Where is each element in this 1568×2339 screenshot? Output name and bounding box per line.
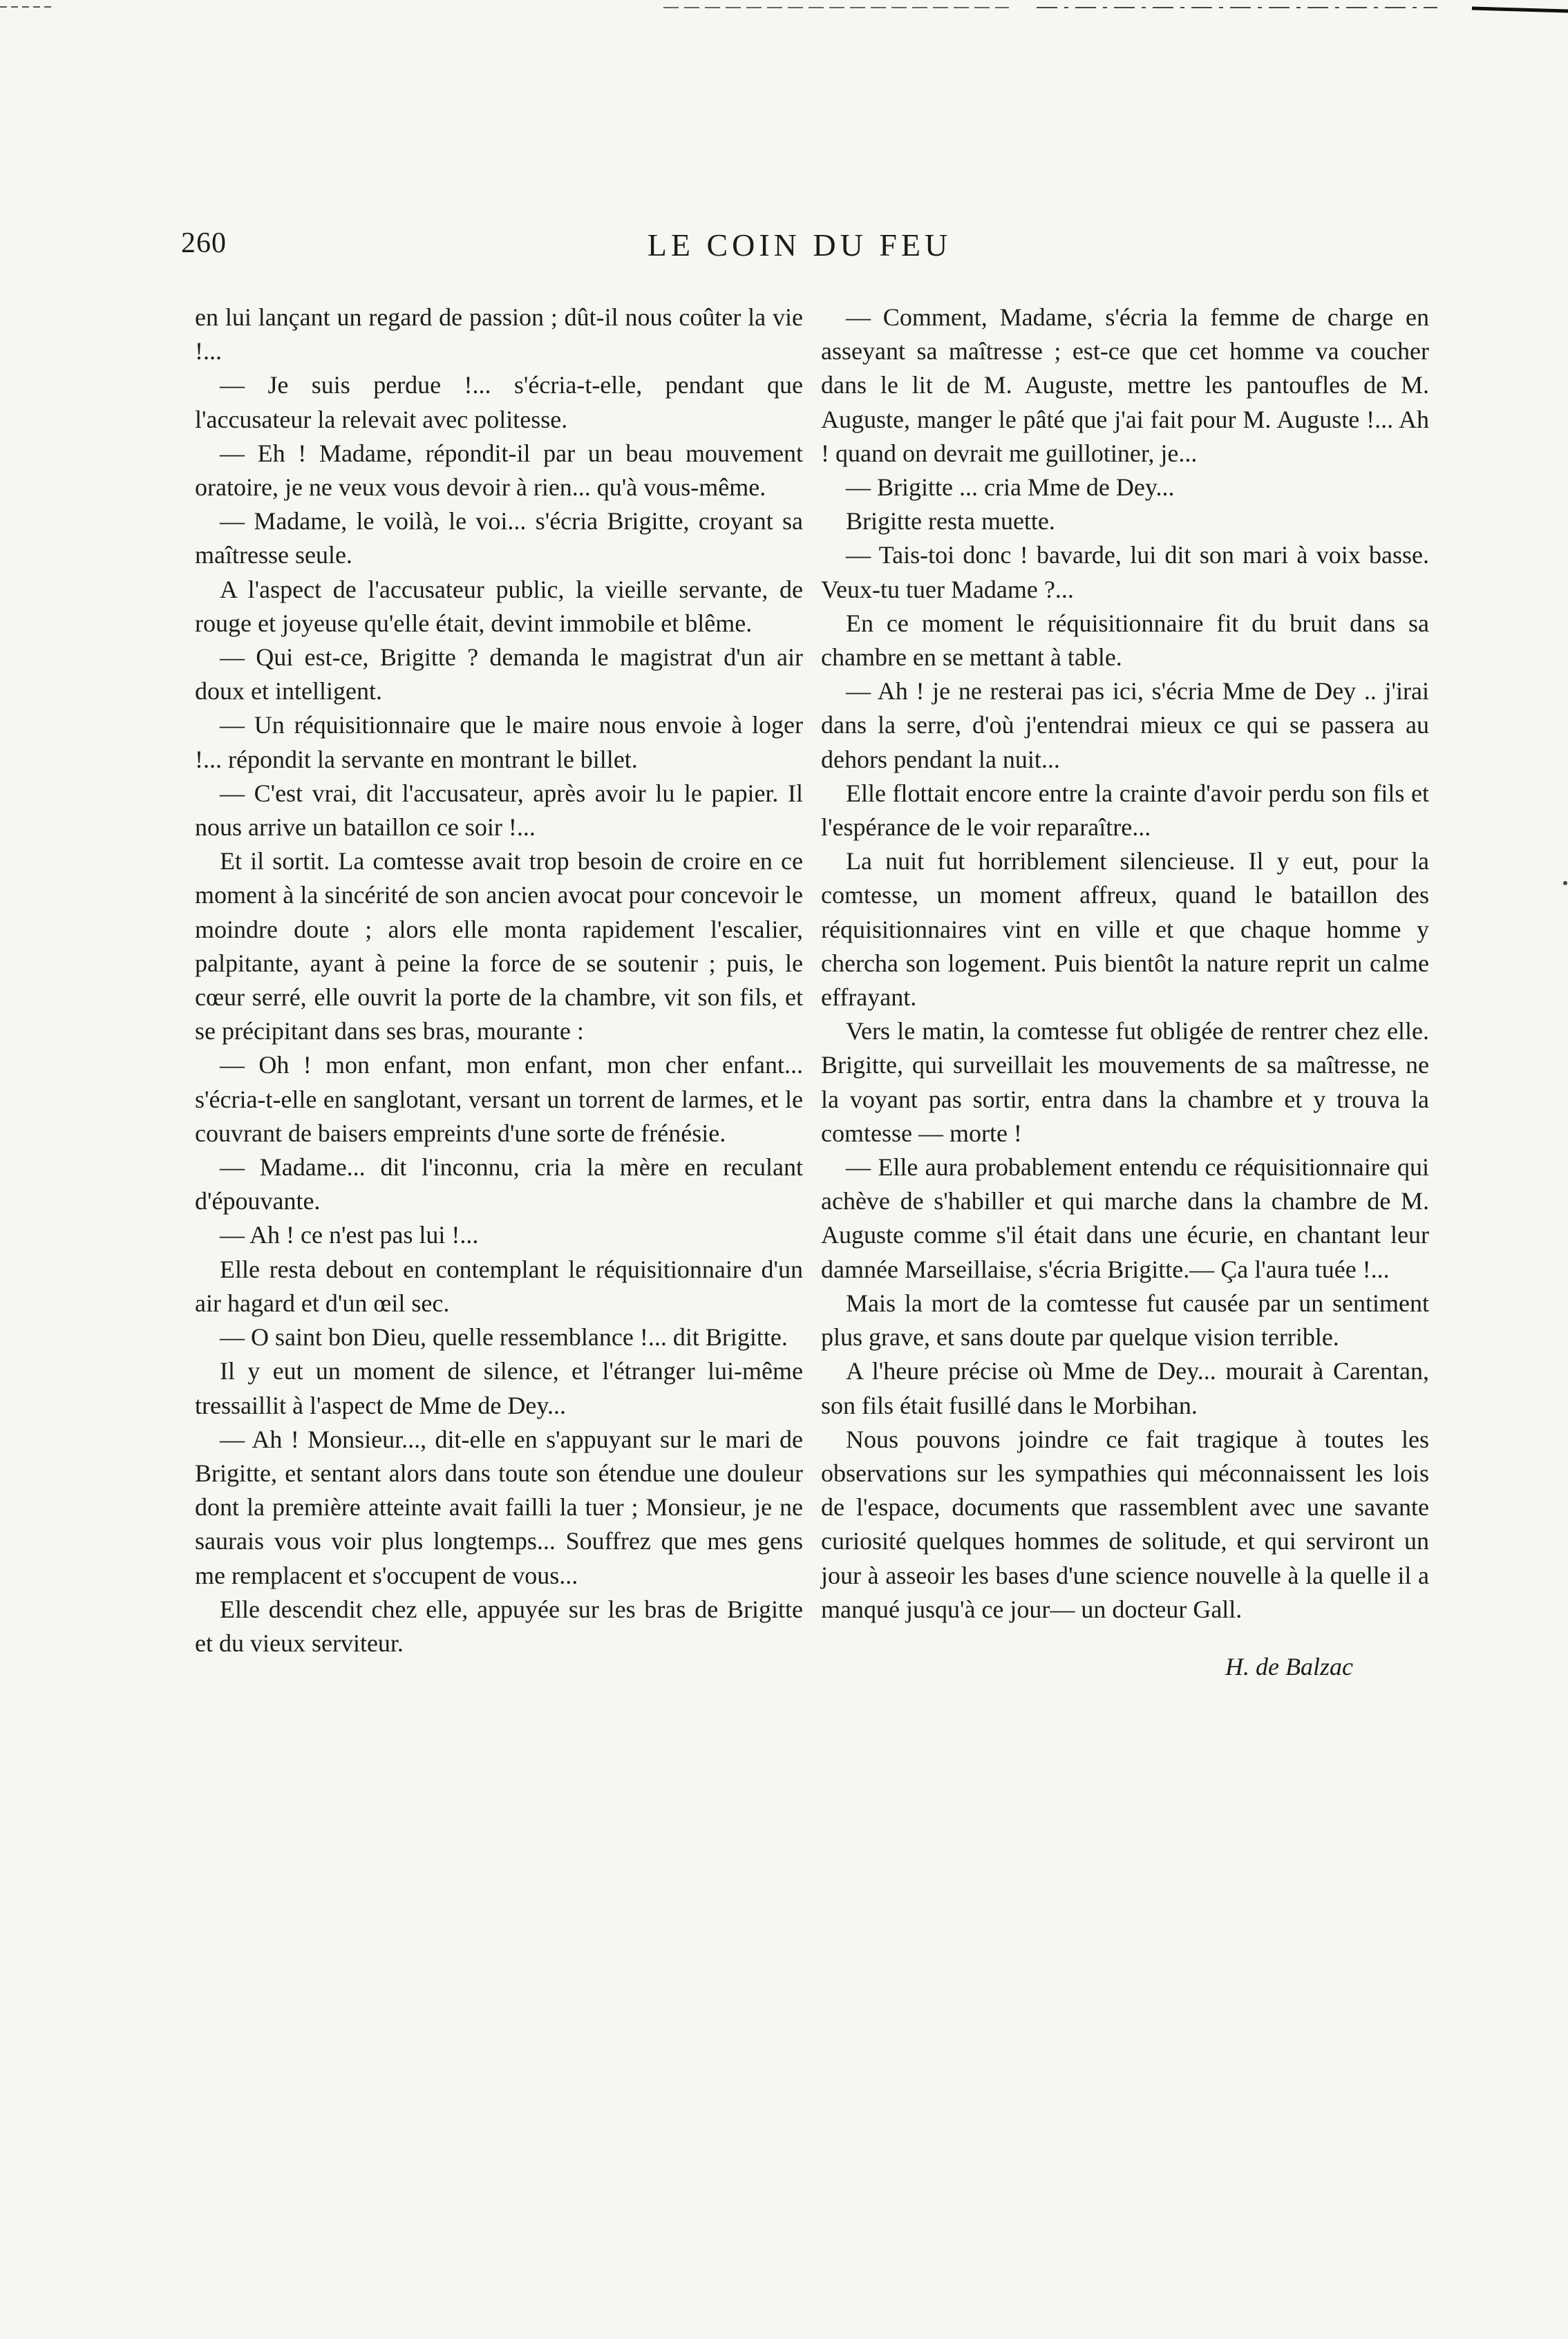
paragraph: En ce moment le réquisitionnaire fit du bruit dans sa chambre en se mettant à table. — [821, 609, 1429, 672]
page-speckle — [1563, 881, 1567, 885]
paragraph: — Comment, Madame, s'écria la femme de charge en asseyant sa maîtresse ; est-ce que cet homme va coucher dans le lit de M. Auguste, mettre les pantoufles de M. Auguste, manger le pâté que j'ai fait pour M. Auguste !... Ah ! quand on devrait me guillotiner, je... — [821, 303, 1429, 467]
page-edge-rule — [0, 4, 1568, 14]
paragraph: — Un réquisitionnaire que le maire nous envoie à loger !... répondit la servante en montrant le billet. — [195, 711, 803, 773]
paragraph: — Je suis perdue !... s'écria-t-elle, pendant que l'accusateur la relevait avec politesse. — [195, 371, 803, 433]
paragraph: — Elle aura probablement entendu ce réquisitionnaire qui achève de s'habiller et qui marche dans la chambre de M. Auguste comme s'il était dans une écurie, en chantant leur damnée Marseillaise, s'écria Brigitte.— Ça l'aura tuée !... — [821, 1153, 1429, 1283]
paragraph: Elle resta debout en contemplant le réquisitionnaire d'un air hagard et d'un œil sec. — [195, 1255, 803, 1317]
paragraph: Brigitte resta muette. — [846, 507, 1055, 536]
paragraph: Elle flottait encore entre la crainte d'avoir perdu son fils et l'espérance de le voir reparaître... — [821, 779, 1429, 842]
paragraph: Il y eut un moment de silence, et l'étranger lui-même tressaillit à l'aspect de Mme de Dey... — [195, 1357, 803, 1419]
paragraph: Elle descendit chez elle, appuyée sur les bras de Brigitte et du vieux serviteur. — [195, 1595, 803, 1657]
paragraph: en lui lançant un regard de passion ; dût-il nous coûter la vie !... — [195, 303, 803, 366]
paragraph: Mais la mort de la comtesse fut causée par un sentiment plus grave, et sans doute par quelque vision terrible. — [821, 1289, 1429, 1352]
paragraph: — Qui est-ce, Brigitte ? demanda le magistrat d'un air doux et intelligent. — [195, 643, 803, 706]
paragraph: Et il sortit. La comtesse avait trop besoin de croire en ce moment à la sincérité de son ancien avocat pour concevoir le moindre doute ; alors elle monta rapidement l'escalier, palpitante, ayant à peine la force de se soutenir ; puis, le cœur serré, elle ouvrit la porte de la chambre, vit son fils, et se précipitant dans ses bras, mourante : — [195, 847, 803, 1045]
running-title: LE COIN DU FEU — [647, 227, 952, 263]
paragraph: — Brigitte ... cria Mme de Dey... — [846, 473, 1175, 502]
paragraph: — Madame... dit l'inconnu, cria la mère en reculant d'épouvante. — [195, 1153, 803, 1215]
right-column — [821, 301, 1429, 1684]
page-number: 260 — [181, 227, 227, 259]
paragraph: — Ah ! Monsieur..., dit-elle en s'appuyant sur le mari de Brigitte, et sentant alors dans toute son étendue une douleur dont la première atteinte avait failli la tuer ; Monsieur, je ne saurais vous voir plus longtemps... Souffrez que mes gens me remplacent et s'occupent de vous... — [195, 1425, 803, 1589]
paragraph: — Ah ! ce n'est pas lui !... — [220, 1221, 479, 1249]
author-signature: H. de Balzac — [1225, 1652, 1353, 1680]
paragraph: Nous pouvons joindre ce fait tragique à toutes les observations sur les sympathies qui méconnaissent les lois de l'espace, documents que rassemblent avec une savante curiosité quelques hommes de solitude, et qui serviront un jour à asseoir les bases d'une science nouvelle à la quelle il a manqué jusqu'à ce jour— un docteur Gall. — [821, 1425, 1429, 1623]
paragraph: — Eh ! Madame, répondit-il par un beau mouvement oratoire, je ne veux vous devoir à rien... qu'à vous-même. — [195, 439, 803, 502]
paragraph: — O saint bon Dieu, quelle ressemblance !... dit Brigitte. — [220, 1323, 788, 1352]
paragraph: — Ah ! je ne resterai pas ici, s'écria Mme de Dey .. j'irai dans la serre, d'où j'entendrai mieux ce qui se passera au dehors pendant la nuit... — [821, 677, 1429, 773]
paragraph: A l'heure précise où Mme de Dey... mourait à Carentan, son fils était fusillé dans le Morbihan. — [821, 1357, 1429, 1419]
paragraph: — C'est vrai, dit l'accusateur, après avoir lu le papier. Il nous arrive un bataillon ce soir !... — [195, 779, 803, 842]
paragraph: — Oh ! mon enfant, mon enfant, mon cher enfant... s'écria-t-elle en sanglotant, versant un torrent de larmes, et le couvrant de baisers empreints d'une sorte de frénésie. — [195, 1051, 803, 1147]
left-column — [195, 301, 803, 1660]
paragraph: — Tais-toi donc ! bavarde, lui dit son mari à voix basse. Veux-tu tuer Madame ?... — [821, 541, 1429, 603]
paragraph: La nuit fut horriblement silencieuse. Il y eut, pour la comtesse, un moment affreux, quand le bataillon des réquisitionnaires vint en ville et que chaque homme y chercha son logement. Puis bientôt la nature reprit un calme effrayant. — [821, 847, 1429, 1012]
paragraph: A l'aspect de l'accusateur public, la vieille servante, de rouge et joyeuse qu'elle était, devint immobile et blême. — [195, 575, 803, 637]
page-header — [181, 227, 1418, 275]
paragraph: — Madame, le voilà, le voi... s'écria Brigitte, croyant sa maîtresse seule. — [195, 507, 803, 569]
paragraph: Vers le matin, la comtesse fut obligée de rentrer chez elle. Brigitte, qui surveillait les mouvements de sa maîtresse, ne la voyant pas sortir, entra dans la chambre et y trouva la comtesse — morte ! — [821, 1017, 1429, 1147]
